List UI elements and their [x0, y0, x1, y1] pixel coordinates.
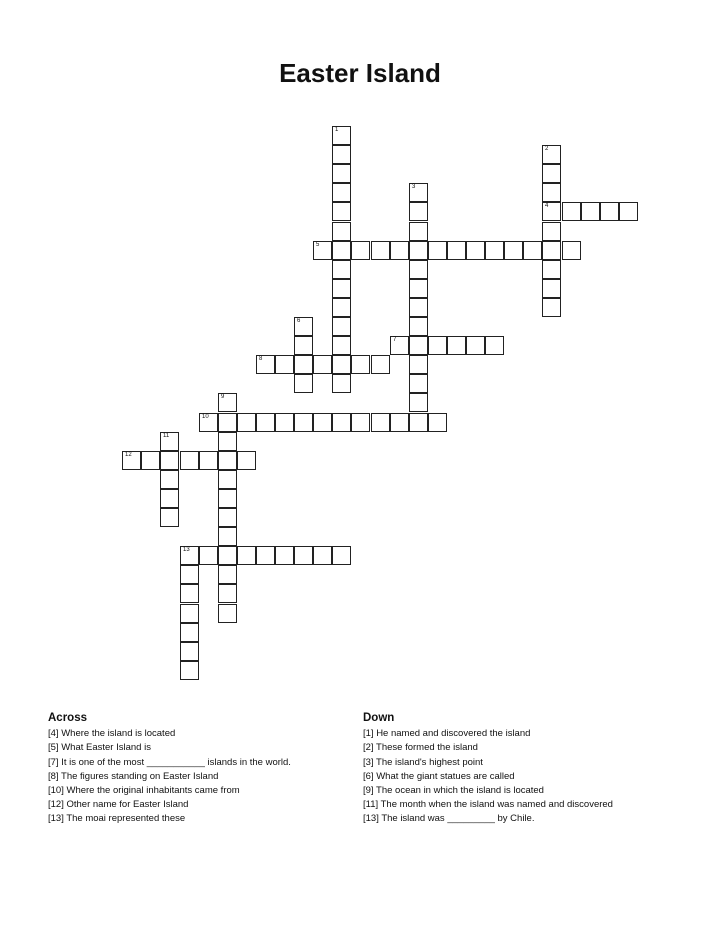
grid-cell[interactable]	[199, 451, 218, 470]
grid-cell[interactable]	[332, 260, 351, 279]
grid-cell[interactable]	[313, 355, 332, 374]
clue-number: 4	[545, 203, 549, 209]
grid-cell[interactable]	[332, 222, 351, 241]
grid-cell[interactable]	[542, 298, 561, 317]
grid-cell[interactable]	[447, 241, 466, 260]
clue-number: 12	[125, 452, 132, 458]
grid-cell[interactable]	[409, 279, 428, 298]
grid-cell[interactable]	[141, 451, 160, 470]
grid-cell[interactable]	[428, 241, 447, 260]
grid-cell[interactable]	[332, 546, 351, 565]
across-clue: [5] What Easter Island is	[48, 742, 151, 754]
grid-cell[interactable]	[294, 336, 313, 355]
grid-cell[interactable]	[275, 546, 294, 565]
grid-cell[interactable]	[294, 374, 313, 393]
grid-cell[interactable]	[332, 241, 351, 260]
grid-cell[interactable]	[390, 413, 409, 432]
grid-cell[interactable]	[313, 413, 332, 432]
across-clue: [13] The moai represented these	[48, 813, 186, 825]
grid-cell[interactable]	[542, 183, 561, 202]
clue-number: 11	[163, 433, 170, 439]
across-heading: Across	[48, 712, 87, 724]
grid-cell[interactable]	[160, 489, 179, 508]
grid-cell[interactable]	[180, 642, 199, 661]
grid-cell[interactable]	[237, 451, 256, 470]
grid-cell[interactable]	[180, 661, 199, 680]
grid-cell[interactable]	[542, 241, 561, 260]
grid-cell[interactable]	[218, 451, 237, 470]
grid-cell[interactable]	[351, 241, 370, 260]
grid-cell[interactable]	[332, 336, 351, 355]
grid-cell[interactable]	[581, 202, 600, 221]
grid-cell[interactable]	[218, 432, 237, 451]
across-clue: [7] It is one of the most ___________ islands in the world.	[48, 756, 291, 768]
grid-cell[interactable]	[409, 336, 428, 355]
grid-cell[interactable]	[600, 202, 619, 221]
clue-number: 1	[335, 127, 339, 133]
grid-cell[interactable]	[390, 336, 409, 355]
grid-cell[interactable]	[180, 584, 199, 603]
grid-cell[interactable]	[199, 546, 218, 565]
grid-cell[interactable]	[275, 355, 294, 374]
grid-cell[interactable]	[256, 355, 275, 374]
grid-cell[interactable]	[466, 336, 485, 355]
grid-cell[interactable]	[542, 202, 561, 221]
clue-number: 9	[221, 394, 225, 400]
grid-cell[interactable]	[371, 241, 390, 260]
grid-cell[interactable]	[218, 527, 237, 546]
across-clue: [12] Other name for Easter Island	[48, 799, 189, 811]
grid-cell[interactable]	[409, 393, 428, 412]
grid-cell[interactable]	[371, 355, 390, 374]
grid-cell[interactable]	[542, 279, 561, 298]
grid-cell[interactable]	[218, 393, 237, 412]
grid-cell[interactable]	[409, 183, 428, 202]
grid-cell[interactable]	[332, 413, 351, 432]
clue-number: 2	[545, 146, 549, 152]
grid-cell[interactable]	[332, 145, 351, 164]
grid-cell[interactable]	[332, 202, 351, 221]
grid-cell[interactable]	[218, 508, 237, 527]
down-clue: [11] The month when the island was named and discovered	[363, 799, 613, 811]
grid-cell[interactable]	[332, 317, 351, 336]
grid-cell[interactable]	[409, 317, 428, 336]
grid-cell[interactable]	[294, 317, 313, 336]
down-heading: Down	[363, 712, 395, 724]
clue-number: 8	[259, 356, 263, 362]
grid-cell[interactable]	[180, 546, 199, 565]
grid-cell[interactable]	[542, 222, 561, 241]
grid-cell[interactable]	[218, 470, 237, 489]
grid-cell[interactable]	[294, 546, 313, 565]
grid-cell[interactable]	[619, 202, 638, 221]
down-clue: [6] What the giant statues are called	[363, 770, 515, 782]
grid-cell[interactable]	[504, 241, 523, 260]
grid-cell[interactable]	[409, 222, 428, 241]
grid-cell[interactable]	[390, 241, 409, 260]
grid-cell[interactable]	[294, 355, 313, 374]
grid-cell[interactable]	[332, 355, 351, 374]
grid-cell[interactable]	[180, 565, 199, 584]
grid-cell[interactable]	[542, 164, 561, 183]
across-clue: [10] Where the original inhabitants came from	[48, 785, 240, 797]
clue-number: 7	[393, 337, 397, 343]
grid-cell[interactable]	[275, 413, 294, 432]
clue-number: 6	[297, 318, 301, 324]
grid-cell[interactable]	[523, 241, 542, 260]
grid-cell[interactable]	[332, 164, 351, 183]
grid-cell[interactable]	[180, 451, 199, 470]
clue-number: 3	[412, 184, 416, 190]
grid-cell[interactable]	[160, 508, 179, 527]
grid-cell[interactable]	[409, 355, 428, 374]
grid-cell[interactable]	[256, 413, 275, 432]
grid-cell[interactable]	[218, 489, 237, 508]
down-clue: [9] The ocean in which the island is located	[363, 785, 544, 797]
grid-cell[interactable]	[218, 546, 237, 565]
grid-cell[interactable]	[122, 451, 141, 470]
down-clues	[363, 711, 693, 827]
grid-cell[interactable]	[447, 336, 466, 355]
grid-cell[interactable]	[409, 202, 428, 221]
grid-cell[interactable]	[562, 202, 581, 221]
grid-cell[interactable]	[542, 260, 561, 279]
grid-cell[interactable]	[485, 336, 504, 355]
across-clues	[48, 711, 348, 827]
grid-cell[interactable]	[409, 413, 428, 432]
grid-cell[interactable]	[485, 241, 504, 260]
down-clue: [1] He named and discovered the island	[363, 728, 531, 740]
grid-cell[interactable]	[180, 604, 199, 623]
grid-cell[interactable]	[562, 241, 581, 260]
down-clue: [2] These formed the island	[363, 742, 478, 754]
grid-cell[interactable]	[160, 470, 179, 489]
grid-cell[interactable]	[351, 355, 370, 374]
clue-number: 5	[316, 242, 320, 248]
grid-cell[interactable]	[313, 546, 332, 565]
across-clue: [8] The figures standing on Easter Island	[48, 770, 219, 782]
down-clue: [3] The island's highest point	[363, 756, 483, 768]
grid-cell[interactable]	[199, 413, 218, 432]
across-clue: [4] Where the island is located	[48, 728, 176, 740]
grid-cell[interactable]	[237, 546, 256, 565]
grid-cell[interactable]	[371, 413, 390, 432]
grid-cell[interactable]	[428, 413, 447, 432]
grid-cell[interactable]	[409, 374, 428, 393]
grid-cell[interactable]	[180, 623, 199, 642]
grid-cell[interactable]	[332, 374, 351, 393]
grid-cell[interactable]	[218, 584, 237, 603]
grid-cell[interactable]	[218, 565, 237, 584]
grid-cell[interactable]	[256, 546, 275, 565]
grid-cell[interactable]	[409, 298, 428, 317]
grid-cell[interactable]	[351, 413, 370, 432]
grid-cell[interactable]	[542, 145, 561, 164]
grid-cell[interactable]	[294, 413, 313, 432]
grid-cell[interactable]	[428, 336, 447, 355]
grid-cell[interactable]	[466, 241, 485, 260]
clue-number: 10	[202, 414, 209, 420]
down-clue: [13] The island was _________ by Chile.	[363, 813, 535, 825]
grid-cell[interactable]	[332, 298, 351, 317]
grid-cell[interactable]	[332, 183, 351, 202]
grid-cell[interactable]	[409, 260, 428, 279]
grid-cell[interactable]	[332, 279, 351, 298]
grid-cell[interactable]	[313, 241, 332, 260]
grid-cell[interactable]	[218, 604, 237, 623]
grid-cell[interactable]	[218, 413, 237, 432]
grid-cell[interactable]	[409, 241, 428, 260]
grid-cell[interactable]	[160, 432, 179, 451]
puzzle-title: Easter Island	[279, 58, 441, 88]
clue-number: 13	[183, 547, 190, 553]
grid-cell[interactable]	[160, 451, 179, 470]
grid-cell[interactable]	[332, 126, 351, 145]
grid-cell[interactable]	[237, 413, 256, 432]
